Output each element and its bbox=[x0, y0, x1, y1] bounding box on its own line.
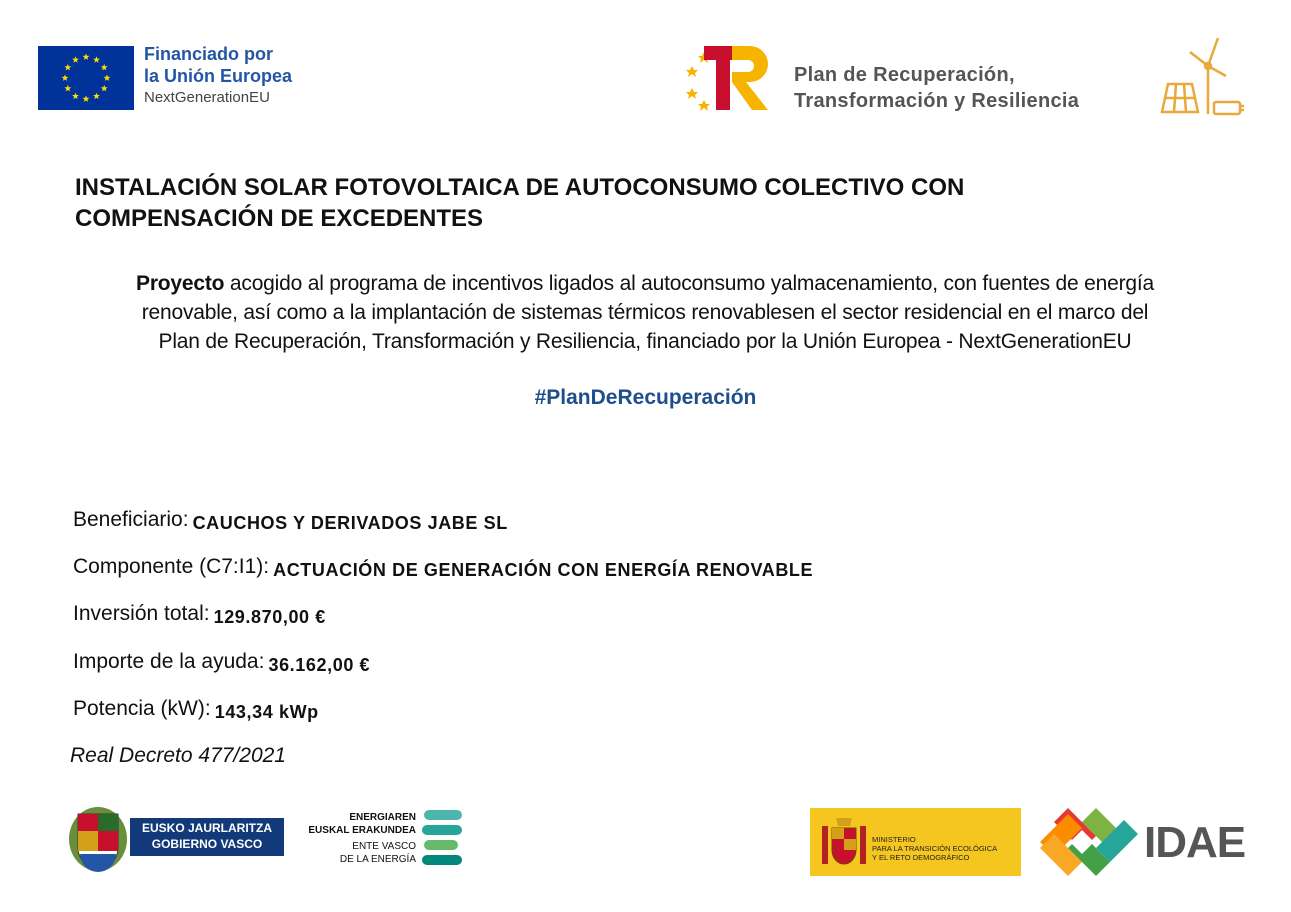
eve-logo-mark bbox=[422, 810, 464, 872]
eve-line-1: ENERGIAREN bbox=[349, 812, 416, 823]
ej-line-1: EUSKO JAURLARITZA bbox=[141, 821, 272, 835]
project-description bbox=[60, 270, 1230, 357]
eu-line-1: Financiado por bbox=[144, 44, 274, 64]
eve-line-2: EUSKAL ERAKUNDEA bbox=[308, 824, 416, 836]
eu-star bbox=[64, 85, 71, 92]
ej-line-2: GOBIERNO VASCO bbox=[151, 837, 263, 852]
prtr-logo-mark bbox=[686, 44, 778, 112]
description-line-1-text: acogido al programa de incentivos ligados al autoconsumo yalmacenamiento, con fuentes de energía bbox=[224, 272, 1154, 295]
eu-star bbox=[93, 93, 100, 100]
field-beneficiario bbox=[73, 508, 508, 532]
eu-star bbox=[101, 85, 108, 92]
hashtag: #PlanDeRecuperación bbox=[534, 386, 757, 409]
eu-star bbox=[62, 74, 69, 81]
basque-government-shield-icon bbox=[68, 806, 128, 872]
eu-star bbox=[83, 95, 90, 102]
basque-government-label bbox=[130, 818, 284, 856]
field-ayuda bbox=[73, 650, 370, 674]
eu-star bbox=[104, 74, 111, 81]
eu-line-3: NextGenerationEU bbox=[144, 89, 270, 107]
eve-line-3: ENTE VASCO bbox=[352, 841, 416, 852]
ministry-line-1: MINISTERIO bbox=[872, 835, 916, 844]
eu-flag-logo bbox=[38, 46, 134, 110]
field-label: Inversión total: bbox=[73, 602, 210, 625]
eu-star bbox=[93, 56, 100, 63]
field-inversion bbox=[73, 602, 326, 626]
prtr-line-1: Plan de Recuperación, bbox=[794, 64, 1015, 86]
eu-stars-icon bbox=[38, 46, 134, 110]
prtr-logo-text bbox=[794, 63, 1079, 114]
eu-line-2: la Unión Europea bbox=[144, 65, 293, 86]
ministry-logo bbox=[810, 808, 1021, 876]
title-line-2: COMPENSACIÓN DE EXCEDENTES bbox=[75, 205, 484, 233]
field-value: 129.870,00 € bbox=[213, 607, 326, 627]
description-line-2: renovable, así como a la implantación de sistemas térmicos renovablesen el sector residencial en el marco del bbox=[141, 300, 1149, 324]
eve-logo-text bbox=[296, 812, 416, 866]
description-line-1 bbox=[60, 270, 1230, 299]
field-componente bbox=[73, 555, 813, 579]
ministry-line-3: Y EL RETO DEMOGRÁFICO bbox=[872, 853, 970, 862]
spain-coat-of-arms-icon bbox=[818, 816, 870, 870]
eu-star bbox=[64, 64, 71, 71]
eve-line-4: DE LA ENERGÍA bbox=[339, 853, 416, 865]
ministry-line-2: PARA LA TRANSICIÓN ECOLÓGICA bbox=[872, 844, 998, 853]
field-potencia bbox=[73, 697, 319, 721]
field-value: 143,34 kWp bbox=[214, 702, 319, 722]
decree-reference: Real Decreto 477/2021 bbox=[70, 744, 286, 767]
field-label: Importe de la ayuda: bbox=[73, 650, 265, 673]
page-title bbox=[75, 172, 1215, 234]
field-label: Beneficiario: bbox=[73, 508, 189, 531]
idae-logo-text: IDAE bbox=[1144, 818, 1246, 867]
field-value: ACTUACIÓN DE GENERACIÓN CON ENERGÍA RENOVABLE bbox=[273, 560, 814, 580]
wind-solar-battery-icon bbox=[1160, 36, 1246, 120]
description-lead: Proyecto bbox=[136, 272, 225, 295]
idae-logo-mark bbox=[1038, 806, 1140, 878]
eu-star bbox=[72, 56, 79, 63]
eu-star bbox=[101, 64, 108, 71]
ministry-text bbox=[872, 835, 997, 862]
eu-star bbox=[72, 93, 79, 100]
prtr-line-2: Transformación y Resiliencia bbox=[794, 89, 1080, 112]
eu-funding-text bbox=[144, 44, 292, 107]
title-line-1: INSTALACIÓN SOLAR FOTOVOLTAICA DE AUTOCONSUMO COLECTIVO CON bbox=[75, 174, 965, 201]
field-value: 36.162,00 € bbox=[268, 655, 371, 675]
field-label: Potencia (kW): bbox=[73, 697, 211, 720]
field-value: CAUCHOS Y DERIVADOS JABE SL bbox=[192, 513, 508, 533]
description-line-3: Plan de Recuperación, Transformación y Resiliencia, financiado por la Unión Europea - NextGenerationEU bbox=[158, 329, 1132, 353]
field-label: Componente (C7:I1): bbox=[73, 555, 270, 578]
eu-star bbox=[83, 53, 90, 60]
